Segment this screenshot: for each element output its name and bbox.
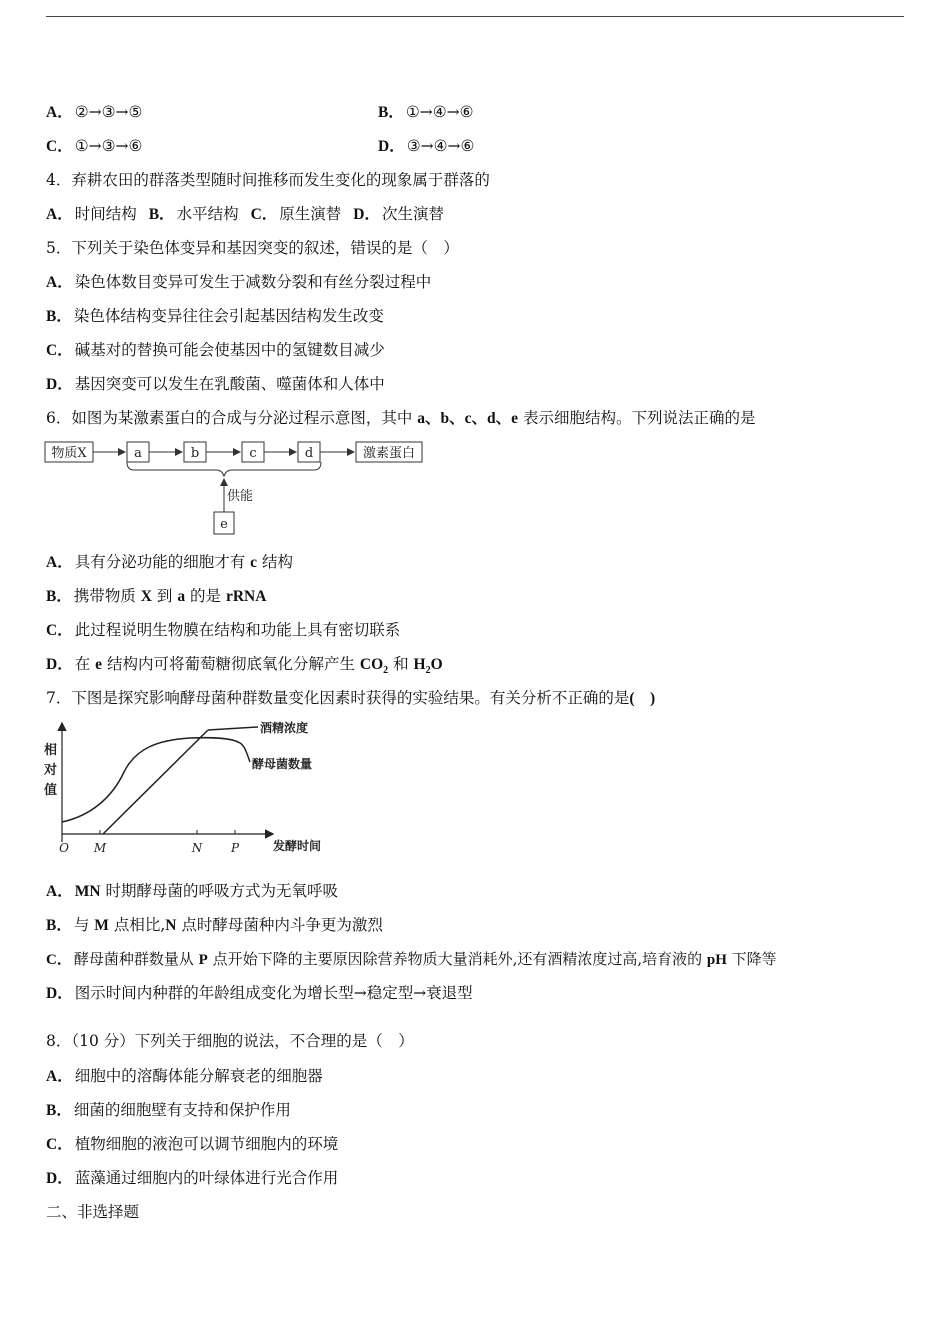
q8-option-c: C． 植物细胞的液泡可以调节细胞内的环境 <box>46 1135 339 1153</box>
label-input: 物质X <box>51 446 87 461</box>
header-rule <box>46 16 904 17</box>
q5-option-c: C． 碱基对的替换可能会使基因中的氢键数目减少 <box>46 341 385 359</box>
q8-option-a: A． 细胞中的溶酶体能分解衰老的细胞器 <box>46 1067 323 1085</box>
tick-n: N <box>191 841 203 855</box>
label-energy: 供能 <box>226 489 254 504</box>
label-e: e <box>220 517 228 532</box>
q7-option-d: D． 图示时间内种群的年龄组成变化为增长型→稳定型→衰退型 <box>46 984 473 1002</box>
label-b: b <box>190 446 200 461</box>
q6-option-b: B． 携带物质 X 到 a 的是 rRNA <box>46 587 267 605</box>
legend-alcohol: 酒精浓度 <box>260 721 309 735</box>
q6-option-a: A． 具有分泌功能的细胞才有 c 结构 <box>46 553 293 571</box>
label-d: d <box>304 446 314 461</box>
q3-option-d: D． ③→④→⑥ <box>378 137 475 155</box>
legend-yeast: 酵母菌数量 <box>252 757 313 771</box>
tick-m: M <box>93 841 107 855</box>
y-label-1: 相 <box>44 743 58 758</box>
q3-option-a: A． ②→③→⑤ <box>46 103 143 121</box>
q8-option-b: B． 细菌的细胞壁有支持和保护作用 <box>46 1101 291 1119</box>
tick-o: O <box>59 841 69 855</box>
label-output: 激素蛋白 <box>362 446 416 461</box>
section-heading: 二、非选择题 <box>46 1203 140 1221</box>
q4-stem: 4．弃耕农田的群落类型随时间推移而发生变化的现象属于群落的 <box>46 171 490 189</box>
q7-option-b: B． 与 M 点相比,N 点时酵母菌种内斗争更为激烈 <box>46 916 383 934</box>
q6-flow-diagram <box>44 436 434 538</box>
y-label-3: 值 <box>44 783 58 798</box>
label-a: a <box>134 446 142 461</box>
q6-option-d: D． 在 e 结构内可将葡萄糖彻底氧化分解产生 $CO_2$ 和 $H_2O$ <box>46 655 443 677</box>
y-label-2: 对 <box>44 763 58 778</box>
q7-line-chart <box>40 716 340 862</box>
q4-options: A． 时间结构 B． 水平结构 C． 原生演替 D． 次生演替 <box>46 205 445 223</box>
q6-stem: 6．如图为某激素蛋白的合成与分泌过程示意图，其中 a、b、c、d、e 表示细胞结构。下列说法正确的是 <box>46 409 756 427</box>
q5-stem: 5．下列关于染色体变异和基因突变的叙述，错误的是（ ） <box>46 239 459 257</box>
x-axis-label: 发酵时间 <box>273 839 322 853</box>
series-yeast <box>62 738 250 822</box>
q7-option-a: A． MN 时期酵母菌的呼吸方式为无氧呼吸 <box>46 882 338 900</box>
series-alcohol-tail <box>208 727 258 730</box>
q8-option-d: D． 蓝藻通过细胞内的叶绿体进行光合作用 <box>46 1169 339 1187</box>
label-c: c <box>249 446 257 461</box>
q7-stem: 7．下图是探究影响酵母菌种群数量变化因素时获得的实验结果。有关分析不正确的是( ) <box>46 689 656 707</box>
q8-stem: 8．（10 分）下列关于细胞的说法，不合理的是（ ） <box>46 1032 414 1050</box>
q6-option-c: C． 此过程说明生物膜在结构和功能上具有密切联系 <box>46 621 401 639</box>
brace <box>127 462 321 476</box>
q3-option-c: C． ①→③→⑥ <box>46 137 143 155</box>
q5-option-d: D． 基因突变可以发生在乳酸菌、噬菌体和人体中 <box>46 375 385 393</box>
q3-option-b: B． ①→④→⑥ <box>378 103 474 121</box>
q7-option-c: C． 酵母菌种群数量从 P 点开始下降的主要原因除营养物质大量消耗外,还有酒精浓度过高,培育液的 pH 下降等 <box>46 950 777 968</box>
tick-p: P <box>230 841 240 855</box>
q5-option-b: B． 染色体结构变异往往会引起基因结构发生改变 <box>46 307 384 325</box>
q5-option-a: A． 染色体数目变异可发生于减数分裂和有丝分裂过程中 <box>46 273 432 291</box>
